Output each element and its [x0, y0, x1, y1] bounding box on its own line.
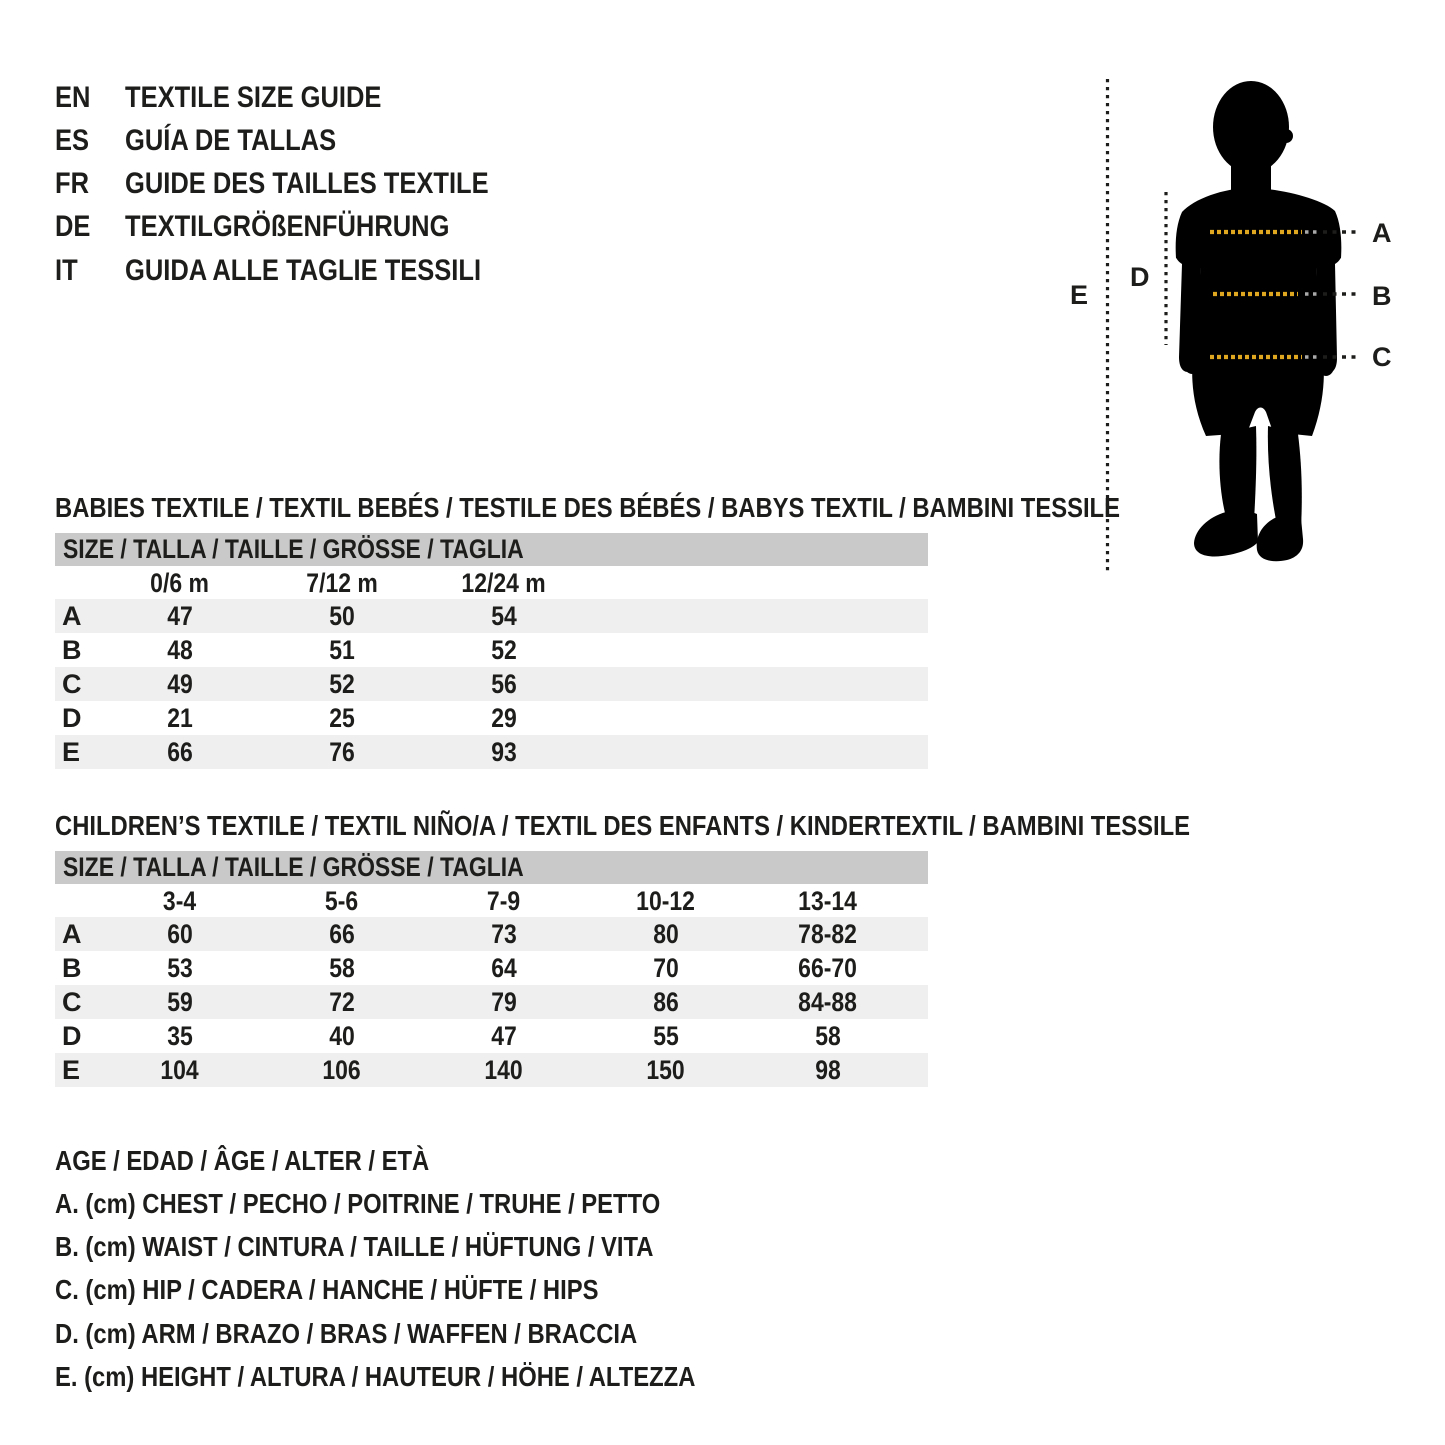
row-label: C — [62, 669, 82, 699]
legend-line-hip — [55, 1272, 955, 1308]
table-cell — [99, 599, 261, 633]
table-row — [55, 735, 928, 769]
children-column-header-row — [55, 885, 928, 917]
table-cell — [261, 951, 423, 985]
language-title: GUIDE DES TAILLES TEXTILE — [125, 167, 489, 200]
measure-label-c: C — [1372, 342, 1392, 372]
cell-value: 73 — [491, 919, 517, 949]
table-cell — [423, 701, 585, 735]
language-row-it — [55, 251, 695, 291]
table-cell — [747, 951, 909, 985]
table-row — [55, 1053, 928, 1087]
cell-value: 52 — [329, 669, 355, 699]
babies-column-header — [423, 567, 585, 599]
table-row — [55, 985, 928, 1019]
language-title: TEXTILGRÖßENFÜHRUNG — [125, 210, 450, 243]
table-row — [55, 917, 928, 951]
table-cell — [99, 701, 261, 735]
cell-value: 54 — [491, 601, 517, 631]
language-code: ES — [55, 124, 90, 157]
column-header-text: 13-14 — [798, 886, 858, 916]
table-cell — [585, 985, 747, 1019]
language-title: TEXTILE SIZE GUIDE — [125, 81, 382, 114]
table-cell — [423, 951, 585, 985]
children-title-text: CHILDREN’S TEXTILE / TEXTIL NIÑO/A / TEXTIL DES ENFANTS / KINDERTEXTIL / BAMBINI TESSILE — [55, 810, 1191, 841]
silhouette-ear — [1279, 129, 1293, 143]
table-cell — [261, 599, 423, 633]
row-label: C — [62, 987, 82, 1017]
table-cell — [585, 951, 747, 985]
babies-section-title — [55, 490, 1315, 526]
table-cell — [99, 633, 261, 667]
cell-value: 84-88 — [798, 987, 858, 1017]
legend-line-waist — [55, 1229, 955, 1265]
children-column-header — [747, 885, 909, 917]
cell-value: 104 — [160, 1055, 200, 1085]
table-cell — [423, 917, 585, 951]
table-cell — [747, 1019, 909, 1053]
cell-value: 64 — [491, 953, 517, 983]
measure-label-b: B — [1372, 281, 1392, 311]
cell-value: 140 — [484, 1055, 524, 1085]
row-label: D — [62, 1021, 82, 1051]
column-header-text: 0/6 m — [150, 568, 210, 598]
table-row — [55, 667, 928, 701]
language-code: IT — [55, 254, 78, 287]
table-cell — [423, 633, 585, 667]
measure-label-d: D — [1130, 262, 1150, 292]
cell-value: 47 — [491, 1021, 517, 1051]
children-column-header — [99, 885, 261, 917]
cell-value: 59 — [167, 987, 193, 1017]
children-column-header — [423, 885, 585, 917]
row-label: E — [62, 1055, 81, 1085]
table-cell — [747, 1053, 909, 1087]
table-cell — [423, 985, 585, 1019]
language-row-en — [55, 78, 695, 118]
table-row — [55, 1019, 928, 1053]
children-column-header — [585, 885, 747, 917]
language-row-de — [55, 207, 695, 247]
language-row-es — [55, 121, 695, 161]
cell-value: 40 — [329, 1021, 355, 1051]
table-cell — [747, 985, 909, 1019]
babies-column-header — [99, 567, 261, 599]
row-label: A — [62, 601, 82, 631]
cell-value: 51 — [329, 635, 355, 665]
babies-size-header-bar — [55, 533, 928, 566]
cell-value: 66 — [329, 919, 355, 949]
cell-value: 53 — [167, 953, 193, 983]
language-row-fr — [55, 164, 695, 204]
legend-text: E. (cm) HEIGHT / ALTURA / HAUTEUR / HÖHE / ALTEZZA — [55, 1361, 696, 1392]
legend-text: D. (cm) ARM / BRAZO / BRAS / WAFFEN / BRACCIA — [55, 1318, 638, 1349]
legend-line-age — [55, 1143, 955, 1179]
column-header-text: 5-6 — [325, 886, 359, 916]
table-cell — [99, 1053, 261, 1087]
table-cell — [423, 1053, 585, 1087]
spacer-cell — [55, 885, 99, 917]
cell-value: 48 — [167, 635, 193, 665]
cell-value: 52 — [491, 635, 517, 665]
table-row — [55, 599, 928, 633]
legend-line-chest — [55, 1186, 955, 1222]
table-cell — [261, 1019, 423, 1053]
column-header-text: 3-4 — [163, 886, 197, 916]
cell-value: 78-82 — [798, 919, 858, 949]
cell-value: 72 — [329, 987, 355, 1017]
cell-value: 98 — [815, 1055, 841, 1085]
legend-line-arm — [55, 1316, 955, 1352]
table-cell — [261, 701, 423, 735]
measure-label-e: E — [1070, 280, 1089, 310]
legend-text: AGE / EDAD / ÂGE / ALTER / ETÀ — [55, 1145, 430, 1176]
babies-size-header-text: SIZE / TALLA / TAILLE / GRÖSSE / TAGLIA — [63, 534, 524, 564]
table-cell — [261, 917, 423, 951]
cell-value: 55 — [653, 1021, 679, 1051]
cell-value: 80 — [653, 919, 679, 949]
cell-value: 58 — [329, 953, 355, 983]
cell-value: 47 — [167, 601, 193, 631]
cell-value: 25 — [329, 703, 355, 733]
cell-value: 76 — [329, 737, 355, 767]
silhouette-shorts — [1192, 348, 1324, 436]
table-cell — [99, 1019, 261, 1053]
row-label: D — [62, 703, 82, 733]
column-header-text: 12/24 m — [461, 568, 547, 598]
cell-value: 60 — [167, 919, 193, 949]
legend-line-height — [55, 1359, 955, 1395]
table-cell — [423, 1019, 585, 1053]
cell-value: 86 — [653, 987, 679, 1017]
cell-value: 58 — [815, 1021, 841, 1051]
cell-value: 66 — [167, 737, 193, 767]
language-title: GUÍA DE TALLAS — [125, 124, 337, 157]
table-cell — [261, 1053, 423, 1087]
table-row — [55, 701, 928, 735]
table-row — [55, 633, 928, 667]
spacer-cell — [55, 567, 99, 599]
babies-column-header — [261, 567, 423, 599]
cell-value: 35 — [167, 1021, 193, 1051]
cell-value: 70 — [653, 953, 679, 983]
language-title: GUIDA ALLE TAGLIE TESSILI — [125, 254, 482, 287]
table-cell — [585, 1019, 747, 1053]
children-size-header-bar — [55, 851, 928, 884]
cell-value: 93 — [491, 737, 517, 767]
language-code: DE — [55, 210, 91, 243]
table-cell — [99, 667, 261, 701]
cell-value: 50 — [329, 601, 355, 631]
table-cell — [585, 917, 747, 951]
babies-title-text: BABIES TEXTILE / TEXTIL BEBÉS / TESTILE DES BÉBÉS / BABYS TEXTIL / BAMBINI TESSILE — [55, 492, 1120, 523]
table-cell — [99, 951, 261, 985]
children-column-header — [261, 885, 423, 917]
children-size-header-text: SIZE / TALLA / TAILLE / GRÖSSE / TAGLIA — [63, 852, 524, 882]
table-cell — [261, 633, 423, 667]
cell-value: 49 — [167, 669, 193, 699]
column-header-text: 10-12 — [636, 886, 696, 916]
row-label: E — [62, 737, 81, 767]
table-cell — [261, 985, 423, 1019]
language-code: EN — [55, 81, 91, 114]
cell-value: 21 — [167, 703, 193, 733]
children-section-title — [55, 808, 1315, 844]
table-cell — [423, 599, 585, 633]
table-cell — [423, 735, 585, 769]
table-cell — [99, 917, 261, 951]
legend-text: B. (cm) WAIST / CINTURA / TAILLE / HÜFTUNG / VITA — [55, 1231, 654, 1262]
row-label: B — [62, 635, 82, 665]
table-cell — [423, 667, 585, 701]
column-header-text: 7/12 m — [306, 568, 378, 598]
row-label: A — [62, 919, 82, 949]
table-cell — [99, 985, 261, 1019]
column-header-text: 7-9 — [487, 886, 521, 916]
row-label: B — [62, 953, 82, 983]
babies-column-header-row — [55, 567, 928, 599]
cell-value: 29 — [491, 703, 517, 733]
cell-value: 150 — [646, 1055, 686, 1085]
legend-text: A. (cm) CHEST / PECHO / POITRINE / TRUHE / PETTO — [55, 1188, 661, 1219]
cell-value: 56 — [491, 669, 517, 699]
measure-label-a: A — [1372, 218, 1392, 248]
table-cell — [261, 735, 423, 769]
cell-value: 79 — [491, 987, 517, 1017]
cell-value: 66-70 — [798, 953, 858, 983]
table-row — [55, 951, 928, 985]
legend-text: C. (cm) HIP / CADERA / HANCHE / HÜFTE / HIPS — [55, 1274, 599, 1305]
table-cell — [99, 735, 261, 769]
language-code: FR — [55, 167, 89, 200]
table-cell — [585, 1053, 747, 1087]
cell-value: 106 — [322, 1055, 362, 1085]
table-cell — [261, 667, 423, 701]
table-cell — [747, 917, 909, 951]
